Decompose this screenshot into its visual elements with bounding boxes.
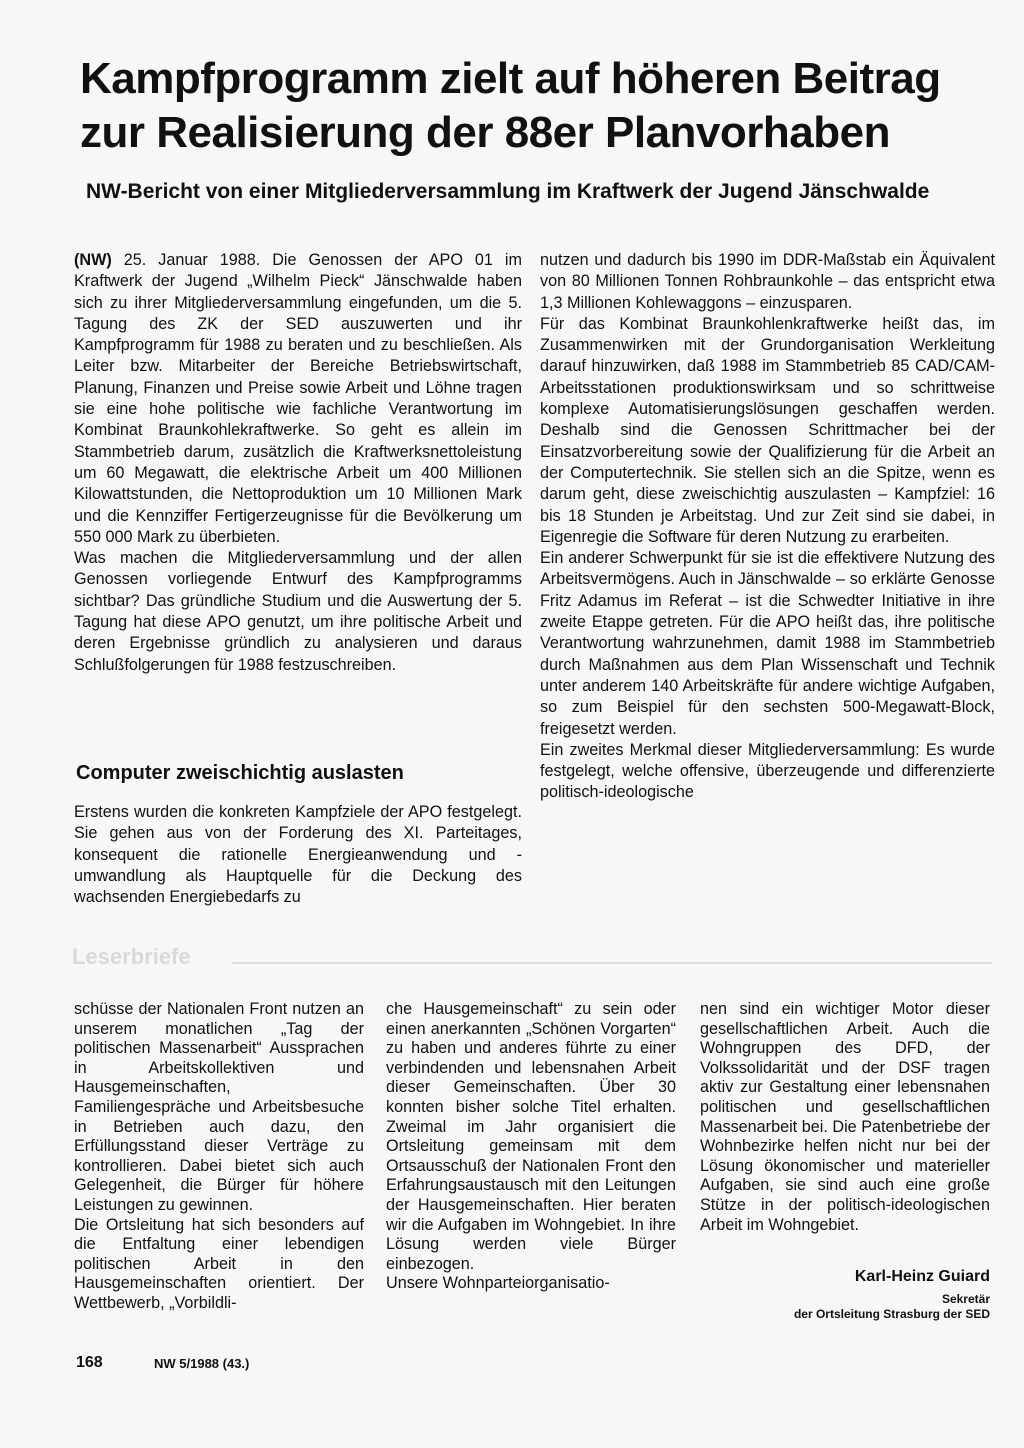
- paragraph: nen sind ein wichtiger Motor dieser gesellschaftlichen Arbeit. Auch die Wohngruppen des DFD, der Volkssolidarität und der DSF tragen aktiv zur Gestaltung einer lebensnahen politischen und gesellschaftlichen Massenarbeit bei. Die Patenbetriebe der Wohnbezirke helfen nicht nur bei der Lösung ökonomischer und materieller Aufgaben, sie sind auch eine große Stütze in der politisch-ideologischen Arbeit im Wohngebiet.: [700, 1000, 990, 1234]
- paragraph: [74, 250, 522, 548]
- author-role-line-1: Sekretär: [941, 1292, 990, 1306]
- paragraph: Ein zweites Merkmal dieser Mitgliederversammlung: Es wurde festgelegt, welche offensive, überzeugende und differenzierte politisch-ideologische: [540, 740, 995, 802]
- section-label: Leserbriefe: [72, 944, 191, 969]
- author-role-line-2: der Ortsleitung Strasburg der SED: [793, 1307, 990, 1321]
- article-column-2: [540, 250, 995, 804]
- paragraph-text: 25. Januar 1988. Die Genossen der APO 01 im Kraftwerk der Jugend „Wilhelm Pieck“ Jänschwalde haben sich zu ihrer Mitgliederversammlung eingefunden, um die 5. Tagung des ZK der SED auszuwerten und ihr Kampfprogramm für 1988 zu beraten und zu beschließen. Als Leiter bzw. Mitarbeiter der Bereiche Betriebswirtschaft, Planung, Finanzen und Preise sowie Arbeit und Löhne tragen sie eine hohe politische wie fachliche Verantwortung im Kombinat Braunkohlekraftwerke. So geht es allein im Stammbetrieb darum, zusätzlich die Kraftwerksnettoleistung um 60 Megawatt, die elektrische Arbeit um 400 Millionen Kilowattstunden, die Nettoproduktion um 10 Millionen Mark und die Kennziffer Fertigerzeugnisse für die Bevölkerung um 550 000 Mark zu überbieten.: [74, 251, 523, 546]
- page-number: 168: [76, 1354, 103, 1371]
- paragraph: Unsere Wohnparteiorganisatio-: [386, 1274, 610, 1293]
- title-line-1: Kampfprogramm zielt auf höheren Beitrag: [80, 54, 941, 103]
- issue-reference: NW 5/1988 (43.): [154, 1356, 250, 1371]
- lead-tag: (NW): [74, 251, 112, 269]
- section-subhead: Computer zweischichtig auslasten: [76, 762, 404, 784]
- paragraph: Für das Kombinat Braunkohlenkraftwerke heißt das, im Zusammenwirken mit der Grundorganisation Werkleitung darauf hinzuwirken, daß 1988 im Stammbetrieb 85 CAD/CAM-Arbeitsstationen produktionswirksam und so schrittweise komplexe Automatisierungslösungen geschaffen werden. Deshalb sind die Genossen Schrittmacher bei der Einsatzvorbereitung sowie der Qualifizierung für die Arbeit an der Computertechnik. Sie stellen sich an die Spitze, wenn es darum geht, diese zweischichtig auszulasten – Kampfziel: 16 bis 18 Stunden je Arbeitstag. Und zur Zeit sind sie dabei, in Eigenregie die Software für deren Nutzung zu erarbeiten.: [540, 314, 995, 546]
- section-divider: [232, 962, 992, 964]
- author-role: [700, 1292, 990, 1322]
- paragraph: Ein anderer Schwerpunkt für sie ist die effektivere Nutzung des Arbeitsvermögens. Auch in Jänschwalde – so erklärte Genosse Fritz Adamus im Referat – ist die Schwedter Initiative in ihre zweite Etappe getreten. Für die APO heißt das, ihre politische Verantwortung wahrzunehmen, damit 1988 im Stammbetrieb durch Maßnahmen aus dem Plan Wissenschaft und Technik unter anderem 140 Arbeitskräfte für andere wichtige Aufgaben, so zum Beispiel für den sechsten 500-Megawatt-Block, freigesetzt werden.: [540, 549, 995, 738]
- paragraph: nutzen und dadurch bis 1990 im DDR-Maßstab ein Äquivalent von 80 Millionen Tonnen Rohbraunkohle – das entspricht etwa 1,3 Millionen Kohlewaggons – einzusparen.: [540, 251, 995, 312]
- article-column-1-continued: [74, 802, 522, 908]
- author-name: Karl-Heinz Guiard: [854, 1268, 990, 1285]
- letter-column-2: [386, 1000, 676, 1294]
- article-column-1: [74, 250, 522, 676]
- section-header: [72, 944, 992, 968]
- paragraph: Was machen die Mitgliederversammlung und der allen Genossen vorliegende Entwurf des Kampfprogramms sichtbar? Das gründliche Studium und die Auswertung der 5. Tagung hat diese APO genutzt, um ihre politische Arbeit und deren Ergebnisse gründlich zu analysieren und daraus Schlußfolgerungen für 1988 festzuschreiben.: [74, 549, 522, 674]
- paragraph: schüsse der Nationalen Front nutzen an unserem monatlichen „Tag der politischen Massenarbeit“ Aussprachen in Arbeitskollektiven und Hausgemeinschaften, Familiengespräche und Arbeitsbesuche in Betrieben auch dazu, den Erfüllungsstand dieser Verträge zu kontrollieren. Dabei bietet sich auch Gelegenheit, die Bürger für höhere Leistungen zu gewinnen.: [74, 1000, 364, 1214]
- letter-column-1: [74, 1000, 364, 1314]
- letter-column-3: [700, 1000, 990, 1235]
- paragraph: che Hausgemeinschaft“ zu sein oder einen anerkannten „Schönen Vorgarten“ zu haben und anderes führte zu einer verbindenden und lebensnahen Arbeit dieser Gemeinschaften. Über 30 konnten bisher solche Titel erhalten. Zweimal im Jahr organisiert die Ortsleitung gemeinsam mit dem Ortsausschuß der Nationalen Front den Erfahrungsaustausch mit den Leitungen der Hausgemeinschaften. Hier beraten wir die Aufgaben im Wohngebiet. In ihre Lösung werden viele Bürger einbezogen.: [386, 1000, 676, 1273]
- title-line-2: zur Realisierung der 88er Planvorhaben: [80, 108, 890, 157]
- article-subtitle: NW-Bericht von einer Mitgliederversammlung im Kraftwerk der Jugend Jänschwalde: [86, 180, 930, 203]
- paragraph: Erstens wurden die konkreten Kampfziele der APO festgelegt. Sie gehen aus von der Forderung des XI. Parteitages, konsequent die rationelle Energieanwendung und -umwandlung als Hauptquelle für die Deckung des wachsenden Energiebedarfs zu: [74, 803, 522, 907]
- paragraph: Die Ortsleitung hat sich besonders auf die Entfaltung einer lebendigen politischen Arbeit in den Hausgemeinschaften orientiert. Der Wettbewerb, „Vorbildli-: [74, 1215, 364, 1312]
- article-title: [80, 52, 980, 160]
